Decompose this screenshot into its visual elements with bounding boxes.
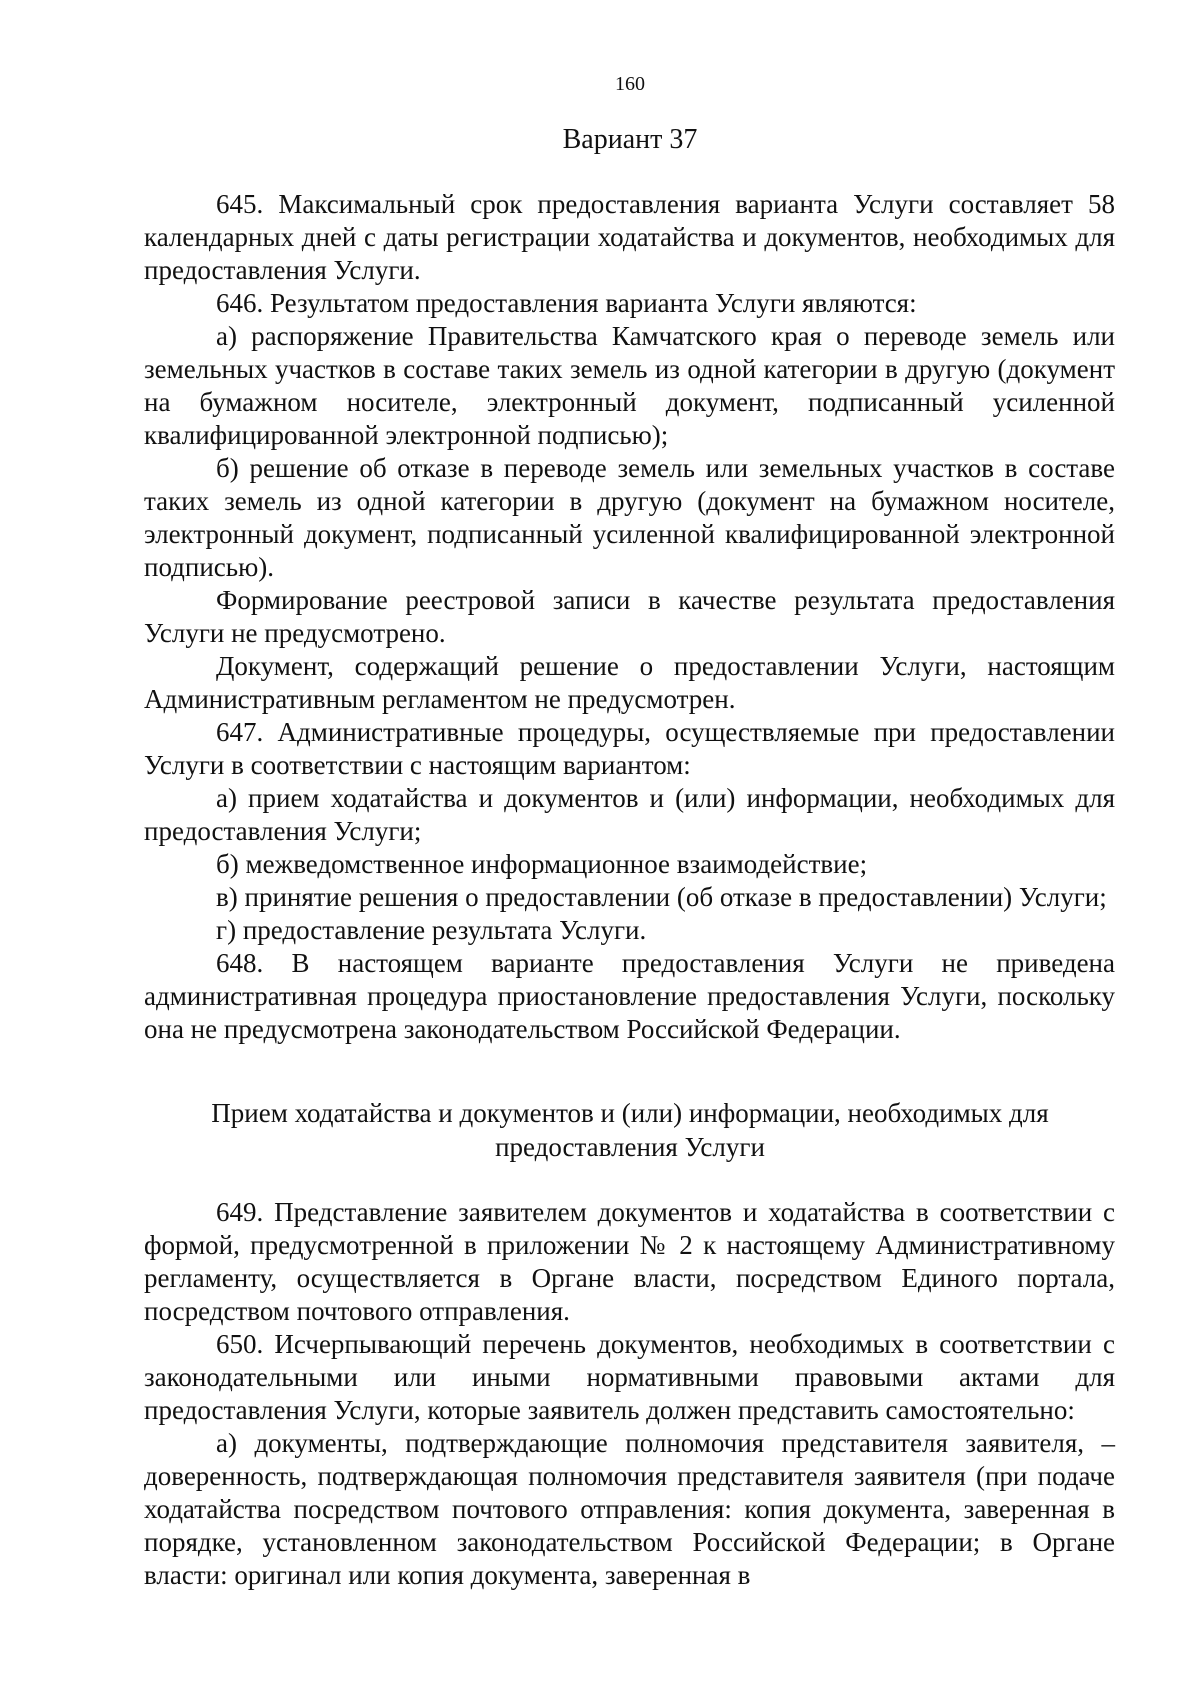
paragraph-646-a: а) распоряжение Правительства Камчатского края о переводе земель или земельных участков в составе таких земель из одной категории в другую (документ на бумажном носителе, электронный документ, подписанный усиленной квалифицированной электронной подписью); [144,321,1115,450]
paragraph-646: 646. Результатом предоставления варианта Услуги являются: [216,288,917,318]
variant-title: Вариант 37 [562,124,698,155]
paragraph-650: 650. Исчерпывающий перечень документов, необходимых в соответствии с законодательными или иными нормативными правовыми актами для предоставления Услуги, которые заявитель должен представить самостоятельно: [144,1329,1115,1425]
paragraph-647-v: в) принятие решения о предоставлении (об отказе в предоставлении) Услуги; [216,882,1107,912]
body-text-bottom [144,1196,1115,1592]
paragraph-646-b: б) решение об отказе в переводе земель или земельных участков в составе таких земель из одной категории в другую (документ на бумажном носителе, электронный документ, подписанный усиленной квалифицированной электронной подписью). [144,453,1115,582]
paragraph-647-a: а) прием ходатайства и документов и (или) информации, необходимых для предоставления Услуги; [144,783,1115,846]
body-text-top [144,188,1115,1046]
paragraph-647-b: б) межведомственное информационное взаимодействие; [216,849,868,879]
paragraph-648: 648. В настоящем варианте предоставления Услуги не приведена административная процедура приостановление предоставления Услуги, поскольку она не предусмотрена законодательством Российской Федерации. [144,948,1115,1044]
page-number: 160 [615,73,645,95]
paragraph-decision-document: Документ, содержащий решение о предоставлении Услуги, настоящим Административным регламентом не предусмотрен. [144,651,1115,714]
paragraph-649: 649. Представление заявителем документов и ходатайства в соответствии с формой, предусмотренной в приложении № 2 к настоящему Административному регламенту, осуществляется в Органе власти, посредством Единого портала, посредством почтового отправления. [144,1197,1115,1326]
paragraph-647-g: г) предоставление результата Услуги. [216,915,647,945]
section-heading: Прием ходатайства и документов и (или) информации, необходимых для предоставления Услуги [211,1098,1049,1162]
paragraph-647: 647. Административные процедуры, осуществляемые при предоставлении Услуги в соответствии с настоящим вариантом: [144,717,1115,780]
paragraph-650-a: а) документы, подтверждающие полномочия представителя заявителя, – доверенность, подтверждающая полномочия представителя заявителя (при подаче ходатайства посредством почтового отправления: копия документа, заверенная в порядке, установленном законодательством Российской Федерации; в Органе власти: оригинал или копия документа, заверенная в [144,1428,1115,1590]
paragraph-registry-record: Формирование реестровой записи в качестве результата предоставления Услуги не предусмотрено. [144,585,1115,648]
paragraph-645: 645. Максимальный срок предоставления варианта Услуги составляет 58 календарных дней с даты регистрации ходатайства и документов, необходимых для предоставления Услуги. [144,189,1115,285]
